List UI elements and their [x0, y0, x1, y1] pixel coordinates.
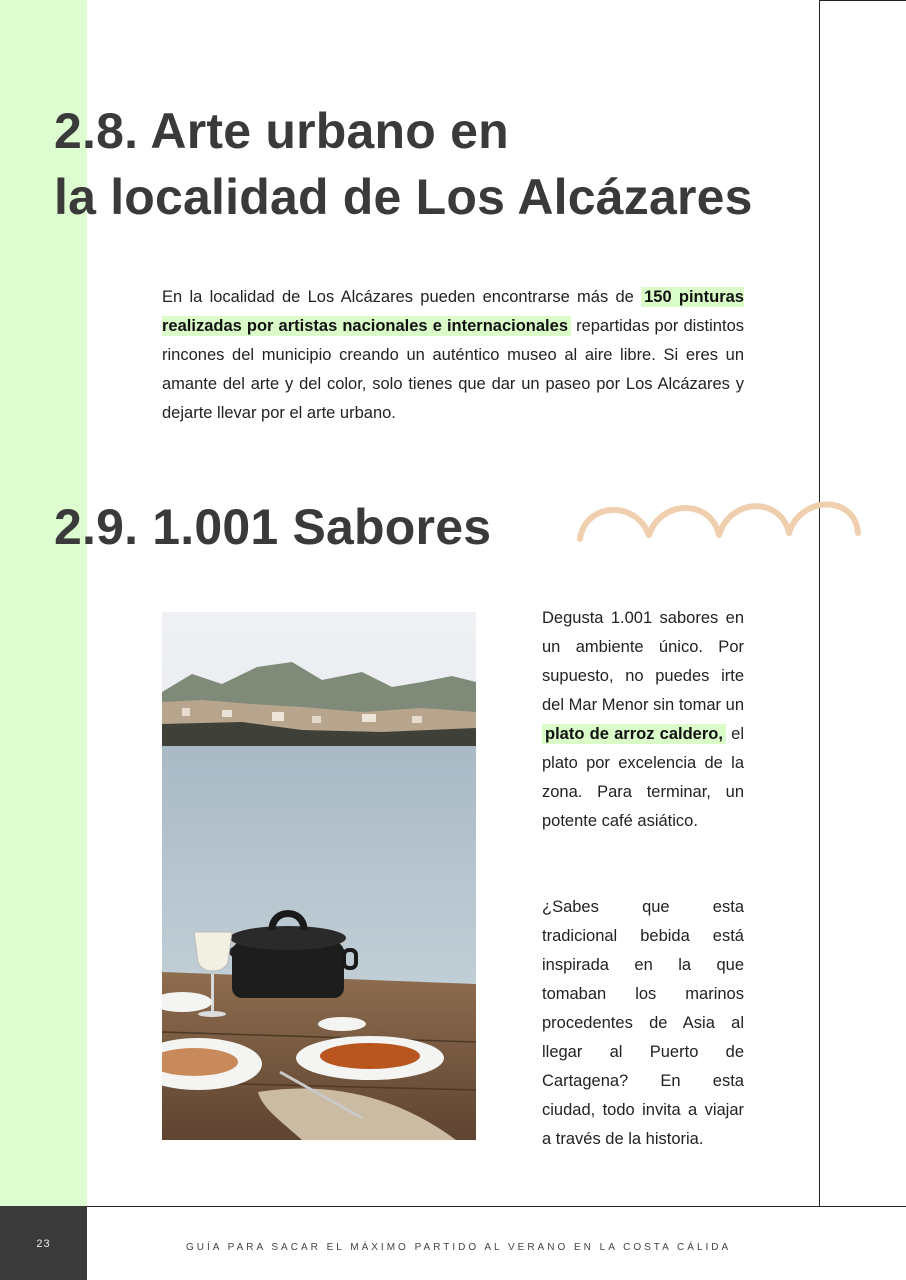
section-28-text-before: En la localidad de Los Alcázares pueden encontrarse más de — [162, 288, 642, 306]
decorative-arches — [575, 495, 865, 549]
section-29-highlight: plato de arroz caldero, — [542, 724, 726, 744]
footer-guide-title: GUÍA PARA SACAR EL MÁXIMO PARTIDO AL VERANO EN LA COSTA CÁLIDA — [186, 1242, 732, 1253]
section-29-paragraph-2: ¿Sabes que esta tradicional bebida está inspirada en la que tomaban los marinos procedentes de Asia al llegar al Puerto de Cartagena? En esta ciudad, todo invita a viajar a través de la historia. — [542, 898, 744, 1148]
top-border-line — [819, 0, 906, 1]
section-29-text-after: el plato por excelencia de la zona. Para terminar, un potente café asiático. — [542, 725, 744, 830]
section-29-paragraph-1 — [542, 604, 744, 836]
section-28-title-line2: la localidad de Los Alcázares — [54, 169, 753, 225]
section-28-title-line1: 2.8. Arte urbano en — [54, 103, 509, 159]
food-by-sea-photo — [162, 612, 476, 1140]
section-28-title — [54, 98, 753, 230]
right-border-line — [819, 0, 820, 1206]
footer-divider — [87, 1206, 906, 1207]
section-29-title — [54, 494, 491, 560]
section-28-text-after: repartidas por distintos rincones del municipio creando un auténtico museo al aire libre. Si eres un amante del arte y del color, solo tienes que dar un paseo por Los Alcázares y dejarte llevar por el arte urbano. — [162, 317, 744, 422]
section-29-text-before: Degusta 1.001 sabores en un ambiente único. Por supuesto, no puedes irte del Mar Menor sin tomar un — [542, 609, 744, 714]
section-28-paragraph — [162, 283, 744, 428]
page-number: 23 — [36, 1238, 51, 1250]
section-28-highlight: 150 pinturas realizadas por artistas nacionales e internacionales — [162, 288, 744, 335]
section-29-title-text: 2.9. 1.001 Sabores — [54, 499, 492, 555]
